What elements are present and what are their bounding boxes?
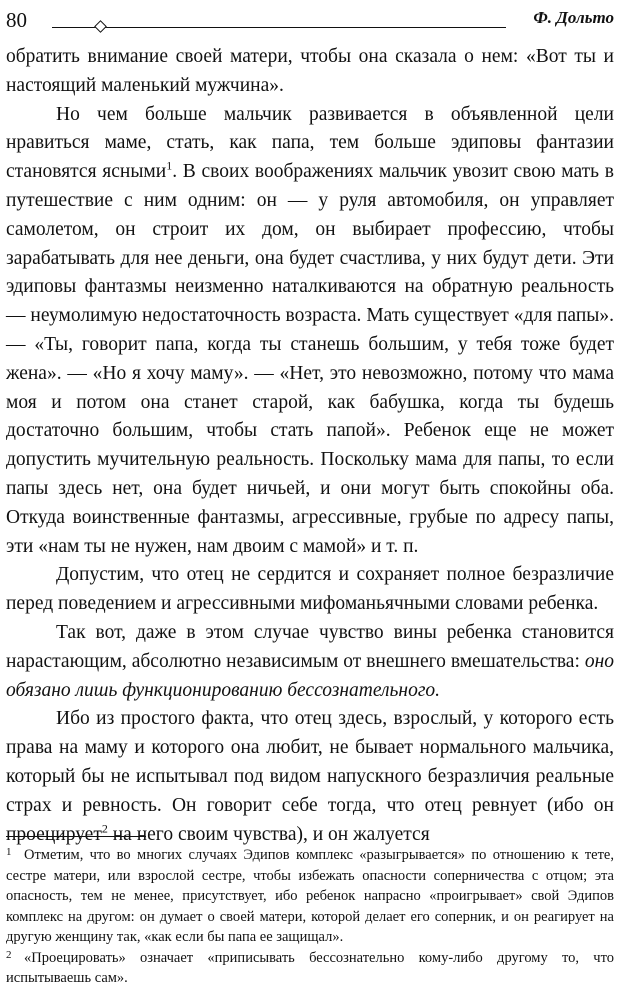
footnote-separator — [6, 836, 146, 837]
paragraph-3: Допустим, что отец не сердится и сохраняет полное безразличие перед поведением и агрессивными мифоманьячными словами ребенка. — [6, 564, 614, 615]
page-number: 80 — [6, 8, 27, 32]
footnote-1: 1 Отметим, что во многих случаях Эдипов комплекс «разыгрывается» по отношению к тете, сестре матери, или взрослой сестре, чтобы избежать опасности соперничества с отцом; эта опасность, тем не менее, присутствует, ибо ребенок напрасно «проигрывает» свой Эдипов комплекс на другом: он думает о своей матери, которой делает его соперник, и он реагирует на другую женщину так, «как если бы папа ее защищал». — [6, 846, 614, 945]
footnote-1-text: Отметим, что во многих случаях Эдипов комплекс «разыгрывается» по отношению к тете, сестре матери, или взрослой сестре, чтобы избежать опасности соперничества с отцом; эта опасность, тем не менее, присутствует, ибо ребенок напрасно «проигрывает» свой Эдипов комплекс на другом: он думает о своей матери, которой делает его соперник, и он реагирует на другую женщину так, «как если бы папа ее защищал». — [6, 847, 614, 945]
page-header — [6, 2, 614, 36]
footnote-2: 2 «Проецировать» означает «приписывать бессознательно кому-либо другому то, что испытываешь сам». — [6, 948, 614, 986]
paragraph-4-part-a: Так вот, даже в этом случае чувство вины ребенка становится нарастающим, абсолютно независимым от внешнего вмешательства: — [6, 621, 614, 672]
footnotes — [6, 845, 614, 989]
paragraph-2-part-b: . В своих воображениях мальчик увозит свою мать в путешествие с ним одним: он — у руля автомобиля, он управляет самолетом, он строит их дом, он выбирает профессию, чтобы зарабатывать для нее деньги, она будет счастлива, у них будут дети. Эти эдиповы фантазмы неизменно наталкиваются на обратную реальность — неумолимую недостаточность возраста. Мать существует «для папы». — «Ты, говорит папа, когда ты станешь большим, у тебя тоже будет жена». — «Но я хочу маму». — «Нет, это невозможно, потому что мама моя и потом она станет старой, как бабушка, когда ты будешь достаточно большим, чтобы стать папой». Ребенок еще не может допустить мучительную реальность. Поскольку мама для папы, то если папы здесь нет, она будет ничьей, и они могут быть спокойны оба. Откуда воинственные фантазмы, агрессивные, грубые по адресу папы, эти «нам ты не нужен, нам двоим с мамой» и т. п. — [6, 161, 614, 557]
footnote-ref-2: 2 — [101, 821, 108, 836]
footnote-ref-1: 1 — [166, 158, 173, 173]
paragraph-5 — [6, 705, 614, 849]
diamond-ornament-icon — [94, 20, 107, 33]
header-rule — [52, 27, 506, 28]
paragraph-1: обратить внимание своей матери, чтобы она сказала о нем: «Вот ты и настоящий маленький мужчина». — [6, 46, 614, 96]
running-head-author: Ф. Дольто — [533, 8, 614, 27]
paragraph-4-italic: оно обязано лишь функционированию бессознательного. — [6, 650, 614, 701]
paragraph-4 — [6, 619, 614, 705]
paragraph-2-part-a: Но чем больше мальчик развивается в объявленной цели нравиться маме, стать, как папа, тем больше эдиповы фантазии становятся ясными — [6, 103, 614, 183]
paragraph-5-part-b: на него своим чувства), и он жалуется — [107, 823, 430, 845]
paragraph-5-part-a: Ибо из простого факта, что отец здесь, взрослый, у которого есть права на маму и которого она любит, не бывает нормального мальчика, который бы не испытывал под видом напускного безразличия реальные страх и ревность. Он говорит себе тогда, что отец ревнует (ибо он проецирует — [6, 708, 614, 845]
footnote-2-text: «Проецировать» означает «приписывать бессознательно кому-либо другому то, что испытываешь сам». — [6, 949, 614, 986]
paragraph-2 — [6, 101, 614, 562]
main-text — [6, 43, 614, 849]
